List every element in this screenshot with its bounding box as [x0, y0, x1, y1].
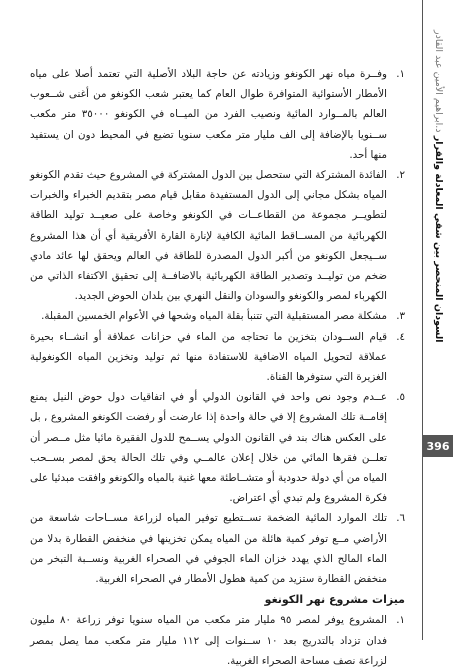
list-item: [30, 306, 405, 326]
item-number: ٤.: [396, 330, 405, 343]
item-text: المشروع يوفر لمصر ٩٥ مليار متر مكعب من المياه سنويا توفر زراعة ٨٠ مليون فدان تزداد بالتدريج بعد ١٠ ســنوات إلى ١١٢ مليار متر مكعب مما يصل بمصر لزراعة نصف مساحة الصحراء الغربية.: [30, 614, 388, 667]
item-number: ١.: [396, 68, 405, 80]
item-text: الفائدة المشتركة التي ستحصل بين الدول المشتركة في المشروع حيث تقدم الكونغو المياه بشكل مجاني إلى الدول المستفيدة مقابل قيام مصر بتقديم الخبراء والخبرات لتطويــر مجموعة من القطاعــات في الكونغو وخاصة على صعيــد توليد الطاقة الكهربائية من المســاقط المائية الكافية لإنارة القارة الأفريقية أي أن هذا المشروع ســيجعل الكونغو من أكبر الدول المصدرة للطاقة في العالم ويحقق لها عائد مادي ضخم من توليــد وتصدير الطاقة الكهربائية بالاضافــة إلى تحقيق الاكتفاء الذاتي من الكهرباء لمصر والكونغو والسودان والنقل النهري بين بلدان الحوض الجديد.: [30, 169, 387, 303]
item-number: ١.: [396, 614, 405, 627]
item-text: مشكلة مصر المستقبلية التي تتنبأ بقلة المياه وشحها في الأعوام الخمسين المقبلة.: [41, 310, 387, 323]
list-item: [30, 64, 405, 165]
list-item: [30, 508, 405, 589]
sidebar: [422, 0, 453, 640]
item-number: ٥.: [396, 391, 405, 404]
book-title: السودان المنحصر بين شقي المعادلة والقرار: [433, 135, 444, 343]
section-heading: ميزات مشروع نهر الكونغو: [264, 593, 405, 607]
author-name: د.ابراهيم الأمين عبد القادر: [433, 30, 444, 133]
page-number: 396: [423, 435, 453, 457]
item-number: ٢.: [396, 169, 405, 182]
running-header: [429, 30, 447, 343]
item-text: عــدم وجود نص واحد في القانون الدولي أو في اتفاقيات دول حوض النيل يمنع إقامــة تلك المشروع إلا في حالة واحدة إذا عارضت أو رفضت الكونغو المشروع , بل على العكس هناك بند في القانون الدولي يســمح للدول الفقيرة مائيا مثل مــصر أن تعلــن فقرها المائي من خلال إعلان عالمــي وفي تلك الحالة يحق لمصر بســحب المياه من أي دولة حدودية أو متشــاطئة معها غنية بالمياه والكونغو وافقت مبدئيا على فكرة المشروع ولم تبدي أي اعتراض.: [30, 391, 387, 505]
list-item: [30, 327, 405, 388]
item-text: وفــرة مياه نهر الكونغو وزيادته عن حاجة البلاد الأصلية التي تعتمد أصلا على مياه الأمطار الأستوائية المتوافرة طوال العام كما يعتبر شعب الكونغو من أغنى شــعوب العالم بالمــوارد المائية ونصيب الفرد من الميــاه في الكونغو ٣٥٠٠٠ متر مكعب ســنويا بالإضافة إلى الف مليار متر مكعب سنويا تضيع في المحيط دون ان يستفيد منها أحد.: [30, 68, 387, 161]
list-item: [30, 610, 405, 671]
item-text: قيام الســودان بتخزين ما تحتاجه من الماء في حزانات عملاقة أو انشــاء بحيرة عملاقة لتحويل المياه الاضافية للاستفادة منها ثم توليد وتخزين المياه الكونغولية الغزيرة التي ستوفرها القناة.: [30, 330, 387, 384]
list-item: [30, 165, 405, 306]
item-text: تلك الموارد المائية الضخمة تســتطيع توفير المياه لزراعة مســاحات شاسعة من الأراضي مــع توفر كمية هائلة من المياه يمكن تخزينها في منخفض القطارة بدلا من الماء المالح الذي يهدد خزان الماء الجوفي في الصحراء الغربية ونســبة التبخر من منخفض القطارة ستزيد من كمية هطول الأمطار في الصحراء الغربية.: [30, 512, 387, 586]
item-number: ٣.: [396, 310, 405, 323]
item-number: ٦.: [396, 512, 405, 525]
page-body: [30, 64, 405, 671]
list-item: [30, 387, 405, 508]
